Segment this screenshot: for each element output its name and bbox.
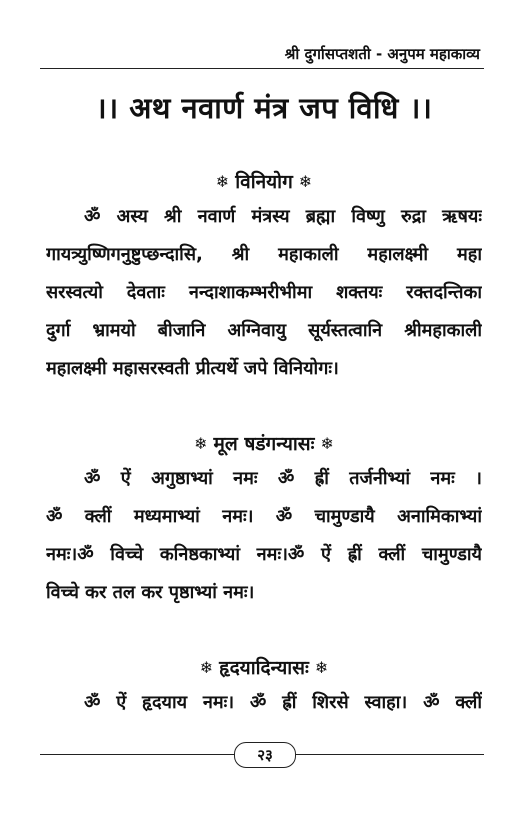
- snowflake-ornament-icon: ❄: [194, 434, 208, 453]
- text-line: सरस्वत्यो देवताः नन्दाशाकम्भरीभीमा शक्तयः रक्तदन्तिका: [46, 282, 482, 303]
- text-line: ॐ ऐं हृदयाय नमः। ॐ ह्रीं शिरसे स्वाहा। ॐ क्लीं: [84, 692, 482, 713]
- text-line: विच्चे कर तल कर पृष्ठाभ्यां नमः।: [46, 582, 255, 603]
- running-title: श्री दुर्गासप्तशती - अनुपम महाकाव्य: [284, 45, 480, 63]
- section-heading-text: मूल षडंगन्यासः: [213, 433, 315, 455]
- snowflake-ornament-icon: ❄: [199, 658, 214, 677]
- snowflake-ornament-icon: ❄: [215, 172, 230, 191]
- section-heading-text: विनियोग: [235, 171, 293, 193]
- snowflake-ornament-icon: ❄: [320, 434, 334, 453]
- section-heading-viniyog: [0, 168, 528, 194]
- text-line: महालक्ष्मी महासरस्वती प्रीत्यर्थे जपे विनियोगः।: [46, 358, 339, 379]
- text-line: दुर्गा भ्रामयो बीजानि अग्निवायु सूर्यस्तत्वानि श्रीमहाकाली: [46, 320, 482, 341]
- page-number: २३: [234, 742, 296, 768]
- text-line: ॐ अस्य श्री नवार्ण मंत्रस्य ब्रह्मा विष्णु रुद्रा ऋषयः: [84, 206, 482, 227]
- snowflake-ornament-icon: ❄: [298, 172, 313, 191]
- section-heading-shadanganyas: [0, 430, 528, 456]
- page-title: ।। अथ नवार्ण मंत्र जप विधि ।।: [95, 91, 433, 125]
- section-heading-text: हृदयादिन्यासः: [219, 657, 309, 679]
- snowflake-ornament-icon: ❄: [314, 658, 329, 677]
- running-header: [40, 38, 484, 69]
- text-line: नमः।ॐ विच्चे कनिष्ठकाभ्यां नमः।ॐ ऐं ह्रीं क्लीं चामुण्डायै: [46, 544, 482, 565]
- text-line: ॐ क्लीं मध्यमाभ्यां नमः। ॐ चामुण्डायै अनामिकाभ्यां: [46, 506, 482, 527]
- section-heading-hridayadinyas: [0, 654, 528, 680]
- text-line: ॐ ऐं अगुष्ठाभ्यां नमः ॐ ह्रीं तर्जनीभ्यां नमः ।: [84, 468, 482, 489]
- text-line: गायत्र्युष्णिगनुष्टुप्छन्दासि, श्री महाकाली महालक्ष्मी महा: [46, 244, 482, 265]
